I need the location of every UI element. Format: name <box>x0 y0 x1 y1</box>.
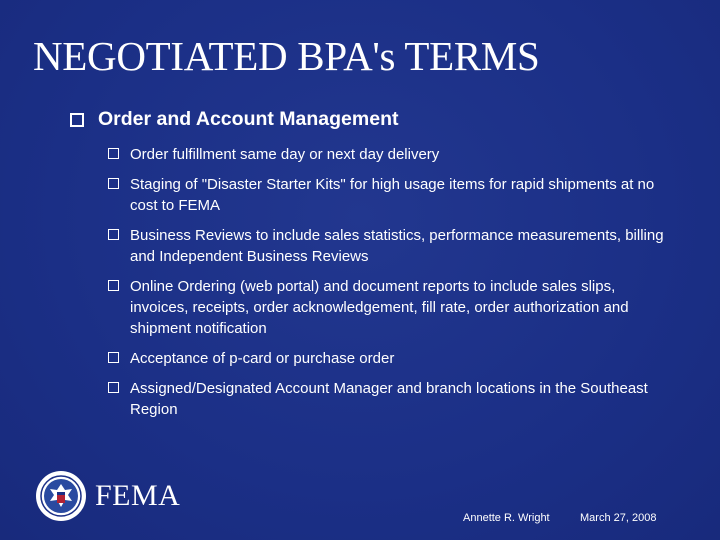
list-item-text: Acceptance of p-card or purchase order <box>130 350 395 367</box>
checkbox-square-icon <box>108 148 119 159</box>
list-item <box>108 174 668 216</box>
list-item <box>108 348 668 369</box>
bullet-list <box>108 144 668 429</box>
section-heading <box>70 108 399 131</box>
checkbox-square-icon <box>108 382 119 393</box>
page-title: NEGOTIATED BPA's TERMS <box>33 33 540 79</box>
list-item-text: Online Ordering (web portal) and document reports to include sales slips, invoices, receipts, order acknowledgement, fill rate, order authorization and shipment notification <box>130 278 629 337</box>
checkbox-square-icon <box>108 280 119 291</box>
list-item <box>108 144 668 165</box>
checkbox-square-icon <box>70 113 84 127</box>
list-item-text: Staging of "Disaster Starter Kits" for high usage items for rapid shipments at no cost to FEMA <box>130 176 655 214</box>
presentation-date: March 27, 2008 <box>580 512 657 524</box>
author-name: Annette R. Wright <box>463 512 550 524</box>
list-item-text: Order fulfillment same day or next day delivery <box>130 146 440 163</box>
checkbox-square-icon <box>108 229 119 240</box>
checkbox-square-icon <box>108 352 119 363</box>
list-item-text: Business Reviews to include sales statistics, performance measurements, billing and Independent Business Reviews <box>130 227 664 265</box>
checkbox-square-icon <box>108 178 119 189</box>
list-item <box>108 276 668 339</box>
section-heading-label: Order and Account Management <box>98 108 399 130</box>
list-item-text: Assigned/Designated Account Manager and branch locations in the Southeast Region <box>130 380 648 418</box>
fema-wordmark: FEMA <box>95 479 181 512</box>
list-item <box>108 225 668 267</box>
dhs-seal-icon <box>35 470 87 522</box>
fema-logo <box>35 470 180 522</box>
list-item <box>108 378 668 420</box>
